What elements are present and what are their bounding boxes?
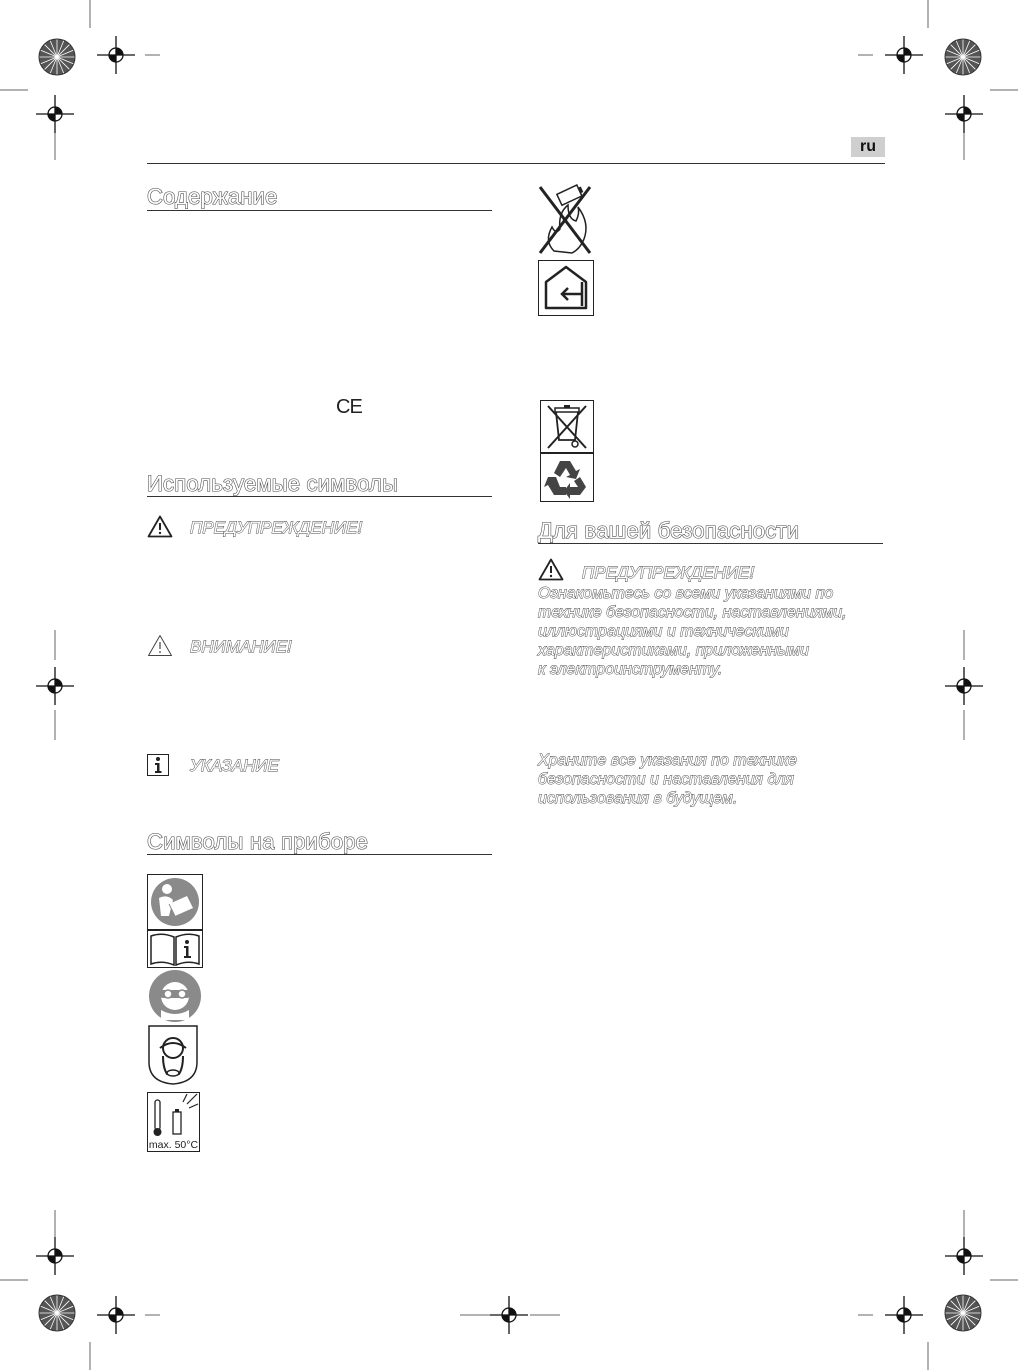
- safety-paragraph-line: к электроинструменту.: [538, 661, 723, 678]
- max-temperature-text: max. 50°C: [148, 1139, 199, 1151]
- recycling-icon: [540, 453, 594, 502]
- contents-heading-rule: [147, 210, 492, 211]
- safety-warning-triangle-icon: [538, 558, 564, 581]
- symbols-used-heading-rule: [147, 496, 492, 497]
- safety-paragraph: [538, 584, 847, 679]
- read-manual-icon: [147, 874, 203, 930]
- indoor-use-icon: [538, 260, 594, 316]
- device-symbols-heading: Символы на приборе: [147, 829, 369, 854]
- caution-label: ВНИМАНИЕ!: [190, 637, 292, 656]
- keep-instructions-paragraph: [538, 751, 797, 808]
- eye-protection-icon: [147, 968, 203, 1024]
- max-temperature-icon: [147, 1092, 200, 1152]
- keep-instructions-line: безопасности и наставления для: [538, 771, 794, 788]
- hearing-protection-icon: [147, 1024, 199, 1086]
- safety-warning-label: ПРЕДУПРЕЖДЕНИЕ!: [582, 563, 755, 582]
- safety-paragraph-line: технике безопасности, наставлениями,: [538, 604, 847, 621]
- language-badge: ru: [851, 137, 885, 157]
- keep-instructions-line: использования в будущем.: [538, 790, 738, 807]
- crossed-bin-icon: [540, 400, 594, 453]
- warning-label: ПРЕДУПРЕЖДЕНИЕ!: [190, 518, 363, 537]
- warning-triangle-icon: [147, 515, 173, 538]
- header-rule: [147, 163, 885, 164]
- caution-triangle-icon: [147, 634, 173, 657]
- keep-instructions-line: Храните все указания по технике: [538, 752, 797, 769]
- note-label: УКАЗАНИЕ: [190, 756, 280, 775]
- safety-paragraph-line: характеристиками, приложенными: [538, 642, 810, 659]
- safety-paragraph-line: Ознакомьтесь со всеми указаниями по: [538, 585, 834, 602]
- symbols-used-heading: Используемые символы: [147, 471, 399, 496]
- device-symbols-heading-rule: [147, 854, 492, 855]
- safety-paragraph-line: иллюстрациями и техническими: [538, 623, 789, 640]
- safety-heading: Для вашей безопасности: [538, 518, 800, 543]
- contents-heading: Содержание: [147, 184, 278, 209]
- manual-info-icon: [147, 930, 203, 968]
- no-fire-battery-icon: [538, 183, 594, 257]
- safety-heading-rule: [538, 543, 883, 544]
- info-note-icon: [147, 754, 169, 776]
- ce-mark: CE: [336, 396, 362, 418]
